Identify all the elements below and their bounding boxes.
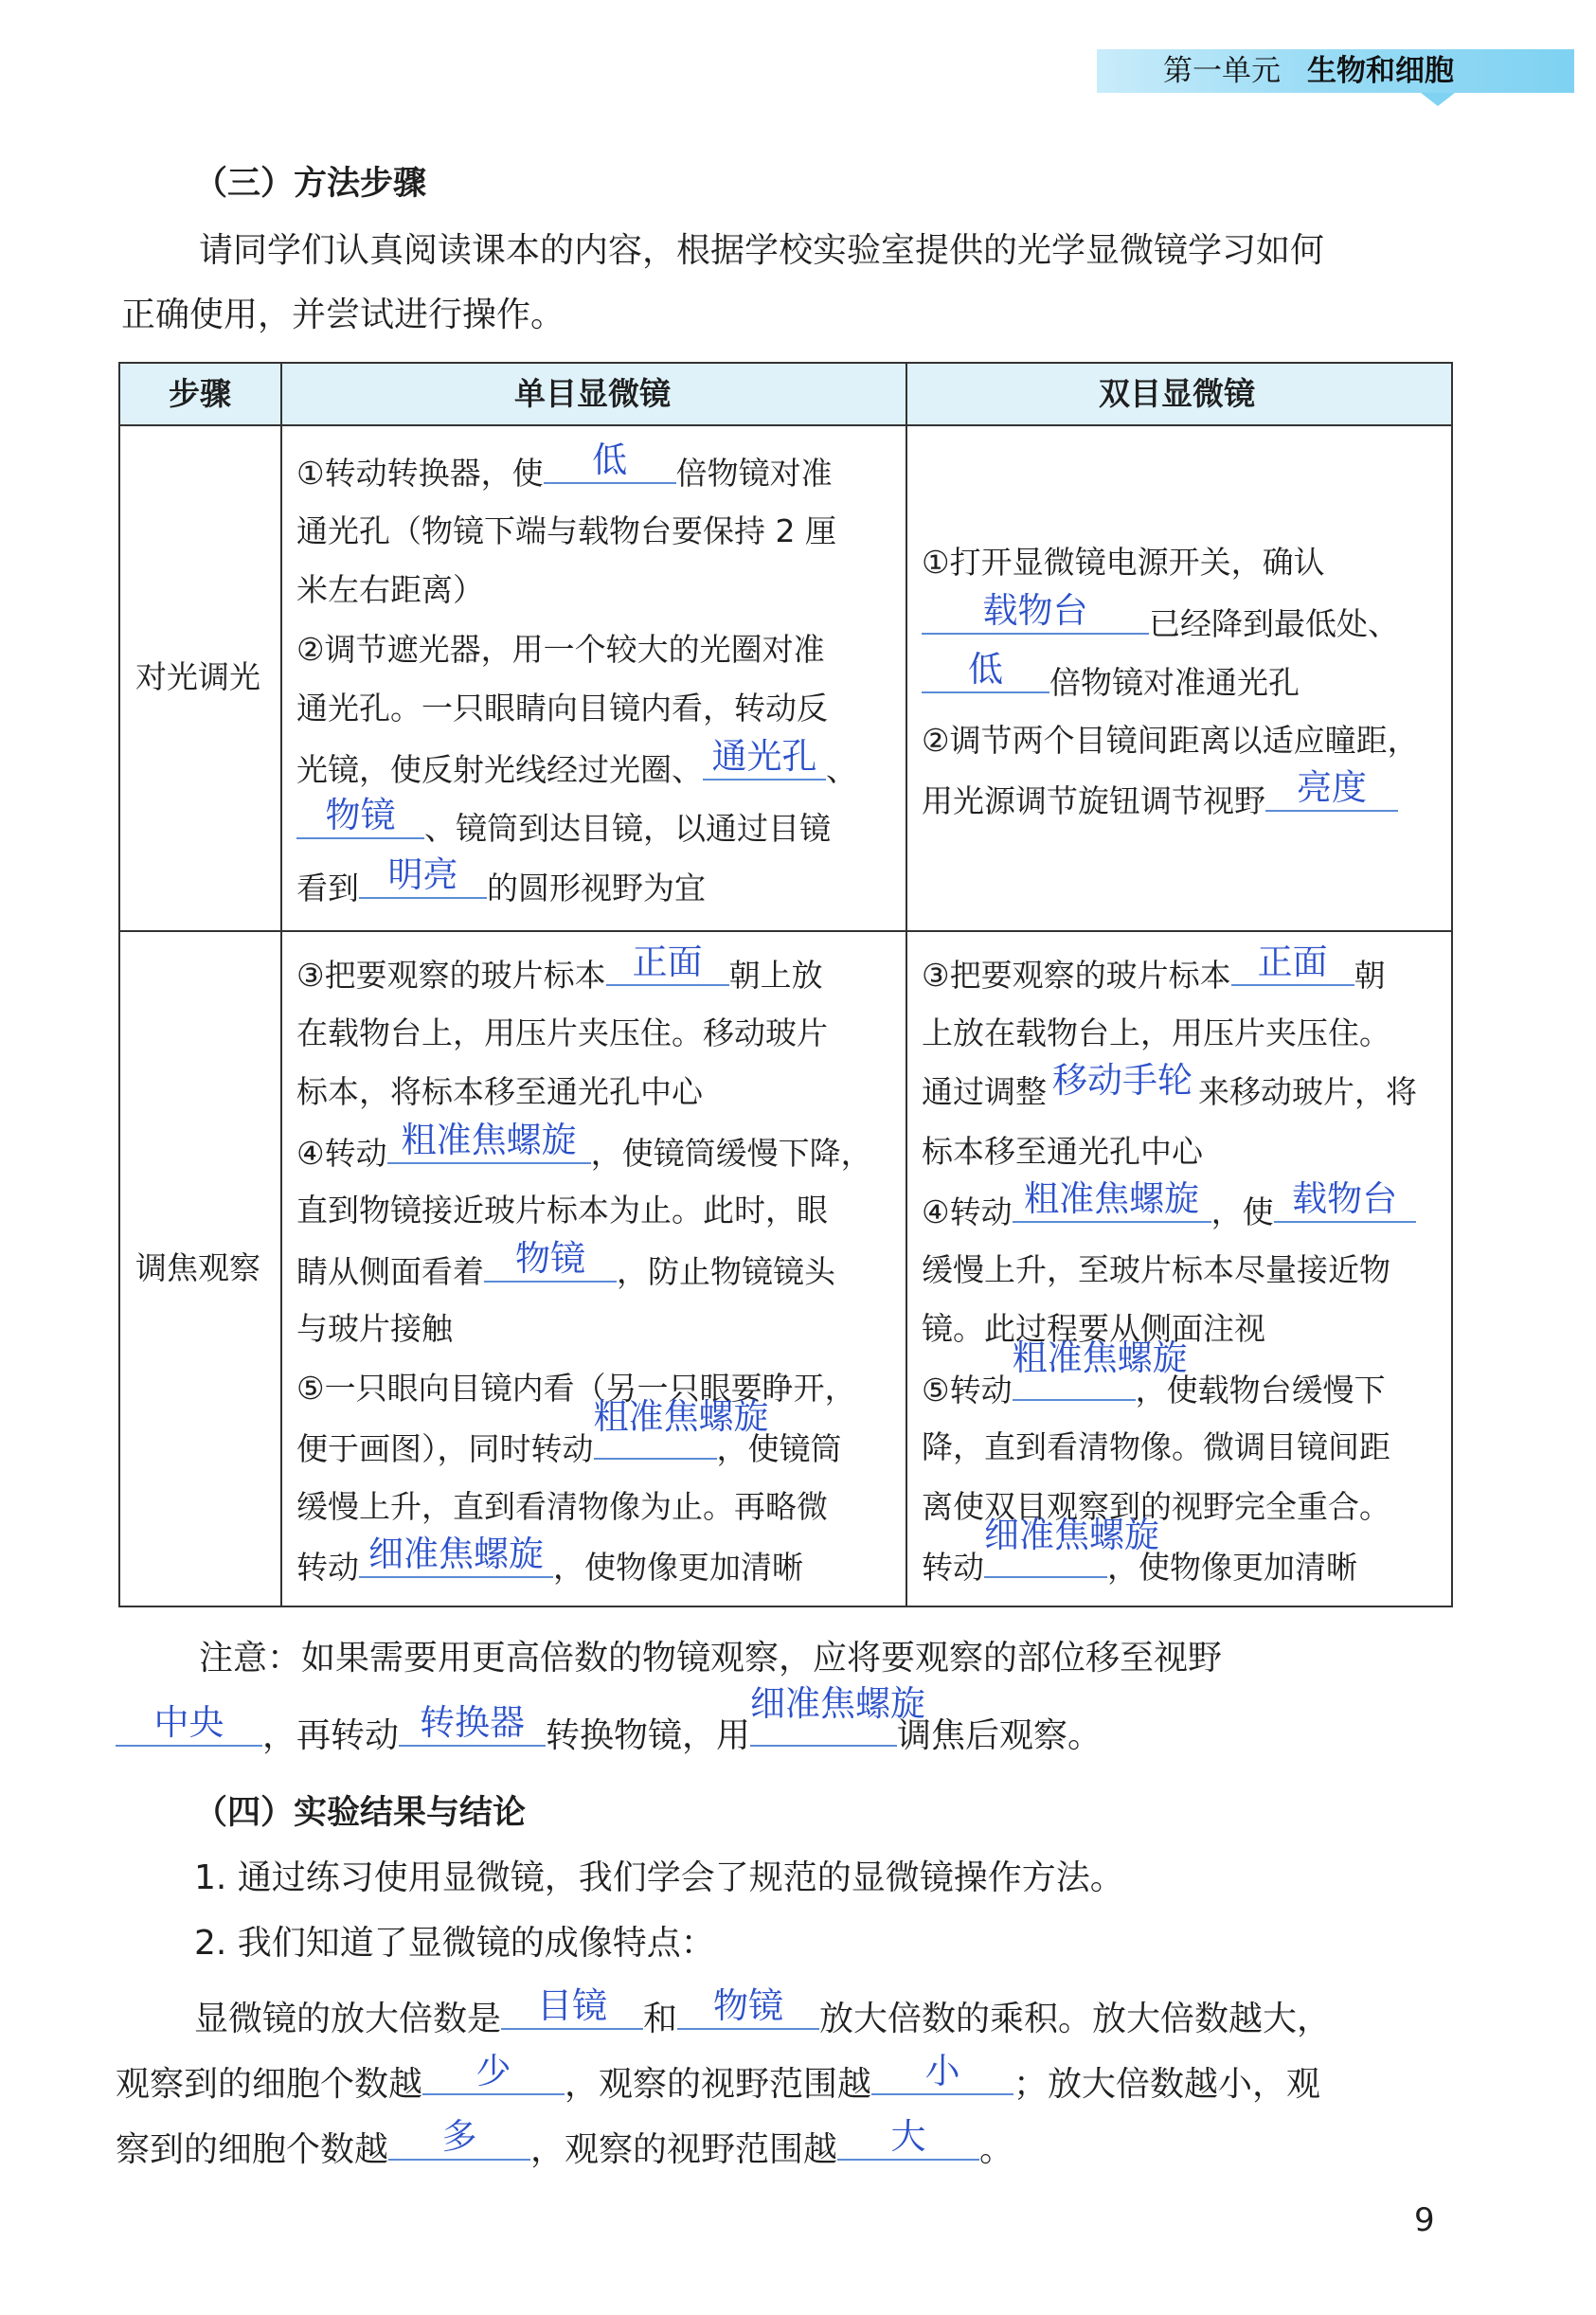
answer-blank: 目镜 <box>501 1988 643 2030</box>
answer-blank: 载物台 <box>1274 1181 1416 1223</box>
header-ribbon-tail <box>1421 93 1455 106</box>
text-line: ②调节两个目镜间距离以适应瞳距， <box>922 721 1419 759</box>
text-line: 转动 细准焦螺旋 ，使物像更加清晰 <box>296 1534 803 1586</box>
text-line: 上放在载物台上，用压片夹压住。 <box>922 1014 1390 1051</box>
answer-blank: 少 <box>422 2054 565 2095</box>
answer-blank: 大 <box>837 2119 979 2161</box>
text-line: 标本，将标本移至通光孔中心 <box>296 1073 703 1110</box>
text-line: 缓慢上升，至玻片标本尽量接近物 <box>922 1250 1390 1288</box>
answer-blank: 物镜 <box>296 798 424 839</box>
text-line: 低 倍物镜对准通光孔 <box>922 652 1419 711</box>
text-line: ⑤一只眼向目镜内看（另一只眼要睁开， <box>296 1369 856 1407</box>
text-line: 镜。此过程要从侧面注视 <box>922 1310 1265 1347</box>
answer-blank: 多 <box>388 2119 530 2161</box>
table-header-step: 步骤 <box>169 375 231 412</box>
text-line: 米左右距离） <box>296 571 484 608</box>
unit-header <box>1163 52 1454 90</box>
result-line-5: 察到的细胞个数越 多 ，观察的视野范围越 大 。 <box>116 2116 1014 2169</box>
answer-blank: 正面 <box>1231 944 1354 986</box>
answer-blank: 载物台 <box>922 593 1149 635</box>
answer-blank: 粗准焦螺旋 <box>1013 1181 1211 1223</box>
answer-blank: 细准焦螺旋 <box>984 1536 1107 1578</box>
section3-title: （三）方法步骤 <box>194 165 427 203</box>
answer-blank: 转换器 <box>399 1705 546 1747</box>
cell-mono-focus <box>296 944 872 1596</box>
result-line-4: 观察到的细胞个数越 少 ，观察的视野范围越 小 ；放大倍数越小，观 <box>116 2051 1321 2104</box>
section4-title: （四）实验结果与结论 <box>194 1794 527 1832</box>
cell-bino-light <box>922 533 1419 830</box>
text-line: 降，直到看清物像。微调目镜间距 <box>922 1428 1390 1465</box>
cell-bino-focus <box>922 944 1417 1596</box>
text-line: 光镜，使反射光线经过光圈、 通光孔 、 <box>296 735 857 788</box>
answer-blank: 移动手轮 <box>1052 1060 1193 1101</box>
text-line: ②调节遮光器，用一个较大的光圈对准 <box>296 630 825 668</box>
unit-number: 第一单元 <box>1163 54 1281 88</box>
text-line: 直到物镜接近玻片标本为止。此时，眼 <box>296 1192 828 1229</box>
text-line: 载物台 已经降到最低处、 <box>922 593 1419 653</box>
answer-blank: 低 <box>922 652 1049 693</box>
row-label-light: 对光调光 <box>135 658 260 695</box>
text-line: 物镜 、镜筒到达目镜，以通过目镜 <box>296 798 857 857</box>
unit-title: 生物和细胞 <box>1307 54 1454 88</box>
text-line: 在载物台上，用压片夹压住。移动玻片 <box>296 1014 828 1051</box>
text-line: ⑤转动 粗准焦螺旋 ，使载物台缓慢下 <box>922 1337 1386 1409</box>
page-number: 9 <box>1414 2201 1435 2239</box>
answer-blank: 细准焦螺旋 <box>750 1705 897 1747</box>
section3-intro-line2: 正确使用，并尝试进行操作。 <box>121 296 565 334</box>
text-line: 离使双目观察到的视野完全重合。 <box>922 1487 1390 1525</box>
table-divider <box>280 362 282 1607</box>
table-divider <box>118 424 1453 426</box>
text-line: ④转动 粗准焦螺旋 ，使镜筒缓慢下降， <box>296 1119 872 1172</box>
answer-blank: 物镜 <box>677 1988 819 2030</box>
answer-blank: 通光孔 <box>703 739 826 781</box>
note-line1: 注意：如果需要用更高倍数的物镜观察，应将要观察的部位移至视野 <box>199 1639 1223 1678</box>
row-label-focus: 调焦观察 <box>135 1249 260 1286</box>
answer-blank: 亮度 <box>1265 770 1398 812</box>
answer-blank: 正面 <box>606 944 729 986</box>
text-line: 通光孔。一只眼睛向目镜内看，转动反 <box>296 690 828 727</box>
text-line: 看到 明亮 的圆形视野为宜 <box>296 853 706 906</box>
text-line: 睛从侧面看着 物镜 ，防止物镜镜头 <box>296 1237 835 1290</box>
answer-blank: 小 <box>871 2054 1013 2095</box>
answer-blank: 物镜 <box>484 1241 617 1283</box>
answer-blank: 粗准焦螺旋 <box>387 1122 591 1164</box>
note-line2: 中央 ，再转动 转换器 转换物镜，用 细准焦螺旋 调焦后观察。 <box>116 1705 1102 1757</box>
text-line: 标本移至通光孔中心 <box>922 1132 1203 1170</box>
result-item-2: 2. 我们知道了显微镜的成像特点： <box>194 1924 715 1963</box>
text-line: ③把要观察的玻片标本 正面 朝 <box>922 942 1386 994</box>
text-line: 缓慢上升，直到看清物像为止。再略微 <box>296 1487 828 1525</box>
table-header-mono: 单目显微镜 <box>514 375 671 412</box>
answer-blank: 粗准焦螺旋 <box>1013 1359 1136 1401</box>
answer-blank: 中央 <box>116 1705 262 1747</box>
text-line: 转动 细准焦螺旋 ，使物像更加清晰 <box>922 1515 1357 1586</box>
section3-intro-line1: 请同学们认真阅读课本的内容，根据学校实验室提供的光学显微镜学习如何 <box>199 231 1325 270</box>
result-line-3: 显微镜的放大倍数是 目镜 和 物镜 放大倍数的乘积。放大倍数越大， <box>194 1985 1332 2038</box>
text-line: ④转动 粗准焦螺旋 ，使 载物台 <box>922 1181 1417 1241</box>
text-line: 与玻片接触 <box>296 1310 453 1347</box>
text-line: 通过调整 移动手轮 来移动玻片，将 <box>922 1060 1417 1110</box>
text-line: 用光源调节旋钮调节视野 亮度 <box>922 770 1419 830</box>
text-line: 便于画图），同时转动 粗准焦螺旋 ，使镜筒 <box>296 1396 842 1467</box>
answer-blank: 粗准焦螺旋 <box>594 1418 717 1460</box>
table-divider <box>118 930 1453 932</box>
table-header-bino: 双目显微镜 <box>1099 375 1255 412</box>
cell-mono-light <box>296 442 857 916</box>
text-line: 通光孔（物镜下端与载物台要保持 2 厘 <box>296 511 836 549</box>
text-line: ③把要观察的玻片标本 正面 朝上放 <box>296 942 823 994</box>
text-line: ①转动转换器，使 低 倍物镜对准 <box>296 440 833 492</box>
result-item-1: 1. 通过练习使用显微镜，我们学会了规范的显微镜操作方法。 <box>194 1858 1124 1897</box>
answer-blank: 低 <box>544 442 676 484</box>
answer-blank: 细准焦螺旋 <box>359 1536 553 1578</box>
table-divider <box>906 362 907 1607</box>
text-line: ①打开显微镜电源开关，确认 <box>922 544 1325 581</box>
answer-blank: 明亮 <box>359 857 487 899</box>
